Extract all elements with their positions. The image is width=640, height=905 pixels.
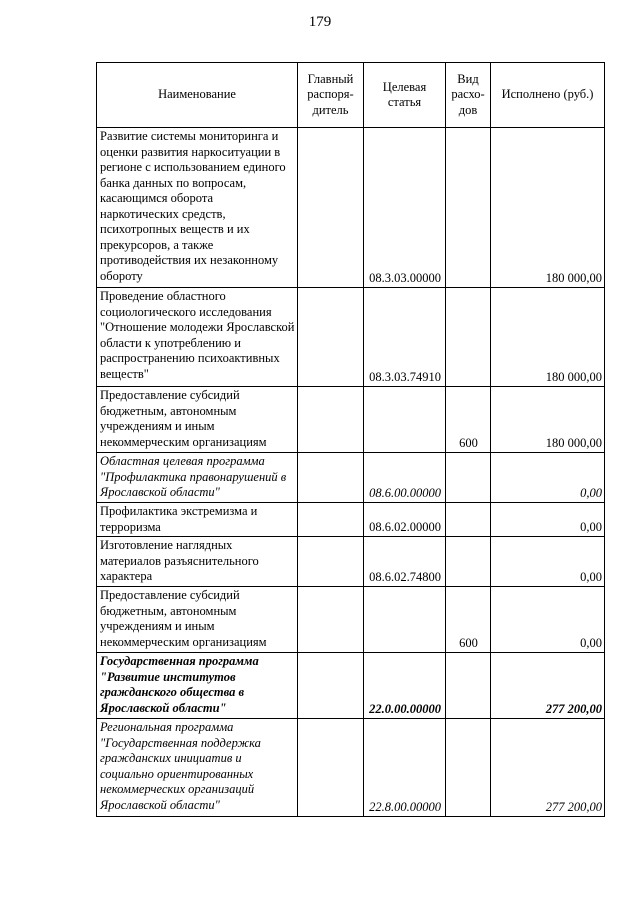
row-main-manager [298, 288, 364, 387]
row-name: Предоставление субсидий бюджетным, автономным учреждениям и иным некоммерческим организациям [97, 387, 298, 453]
row-expense-type [446, 128, 491, 288]
row-name: Предоставление субсидий бюджетным, автономным учреждениям и иным некоммерческим организациям [97, 587, 298, 653]
table-row [97, 288, 605, 387]
row-target-article: 08.3.03.00000 [364, 128, 446, 288]
row-target-article [364, 387, 446, 453]
row-name: Государственная программа "Развитие институтов гражданского общества в Ярославской области" [97, 653, 298, 719]
row-expense-type: 600 [446, 587, 491, 653]
header-executed: Исполнено (руб.) [491, 63, 605, 128]
table-row [97, 128, 605, 288]
row-target-article [364, 587, 446, 653]
row-main-manager [298, 503, 364, 537]
table-row [97, 653, 605, 719]
row-name: Региональная программа "Государственная поддержка гражданских инициатив и социально ориентированных некоммерческих организаций Ярославской области" [97, 719, 298, 817]
row-executed: 277 200,00 [491, 719, 605, 817]
row-executed: 277 200,00 [491, 653, 605, 719]
row-expense-type [446, 453, 491, 503]
row-target-article: 08.6.02.74800 [364, 537, 446, 587]
row-expense-type [446, 503, 491, 537]
row-expense-type [446, 537, 491, 587]
table-row [97, 537, 605, 587]
table-row [97, 503, 605, 537]
table-row [97, 719, 605, 817]
row-expense-type: 600 [446, 387, 491, 453]
row-name: Областная целевая программа "Профилактика правонарушений в Ярославской области" [97, 453, 298, 503]
row-main-manager [298, 719, 364, 817]
row-target-article: 08.6.00.00000 [364, 453, 446, 503]
row-expense-type [446, 719, 491, 817]
header-main-manager: Главный распоря-дитель [298, 63, 364, 128]
header-name: Наименование [97, 63, 298, 128]
row-main-manager [298, 387, 364, 453]
table-row [97, 587, 605, 653]
table-row [97, 453, 605, 503]
row-executed: 180 000,00 [491, 288, 605, 387]
row-executed: 180 000,00 [491, 387, 605, 453]
row-target-article: 08.3.03.74910 [364, 288, 446, 387]
row-target-article: 22.8.00.00000 [364, 719, 446, 817]
table-header-row [97, 63, 605, 128]
row-target-article: 22.0.00.00000 [364, 653, 446, 719]
header-target-article: Целевая статья [364, 63, 446, 128]
row-expense-type [446, 288, 491, 387]
header-expense-type: Вид расхо-дов [446, 63, 491, 128]
row-name: Профилактика экстремизма и терроризма [97, 503, 298, 537]
row-main-manager [298, 537, 364, 587]
row-executed: 0,00 [491, 453, 605, 503]
row-name: Изготовление наглядных материалов разъяснительного характера [97, 537, 298, 587]
row-main-manager [298, 453, 364, 503]
row-main-manager [298, 128, 364, 288]
page-number: 179 [308, 14, 332, 30]
row-target-article: 08.6.02.00000 [364, 503, 446, 537]
row-executed: 0,00 [491, 537, 605, 587]
row-main-manager [298, 653, 364, 719]
row-executed: 180 000,00 [491, 128, 605, 288]
row-name: Развитие системы мониторинга и оценки развития наркоситуации в регионе с использованием единого банка данных по вопросам, касающимся оборота наркотических средств, психотропных веществ и их прекурсоров, а также противодействия их незаконному обороту [97, 128, 298, 288]
budget-table [96, 62, 605, 817]
row-executed: 0,00 [491, 587, 605, 653]
row-name: Проведение областного социологического исследования "Отношение молодежи Ярославской области к употреблению и распространению психоактивных веществ" [97, 288, 298, 387]
table-row [97, 387, 605, 453]
row-main-manager [298, 587, 364, 653]
row-expense-type [446, 653, 491, 719]
row-executed: 0,00 [491, 503, 605, 537]
